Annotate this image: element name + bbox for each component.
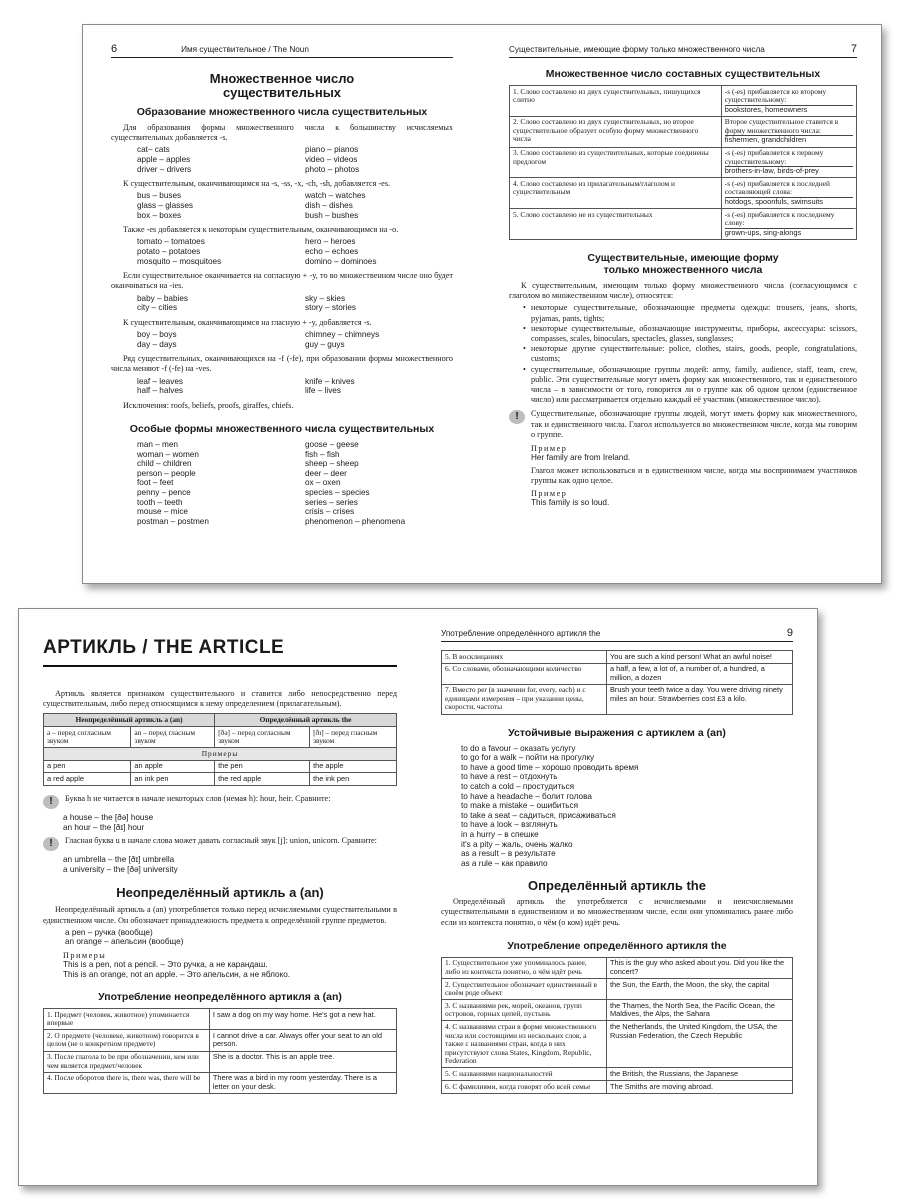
table-cell-example: You are such a kind person! What an awful noise! [606, 651, 792, 664]
example-item: story – stories [305, 303, 356, 313]
example-item: woman – women [137, 449, 199, 459]
example-item: driver – drivers [137, 164, 192, 174]
example-item: an orange – апельсин (вообще) [65, 937, 184, 947]
table-cell-note: -s (-es) прибавляется к последнему слову: [725, 211, 853, 229]
table-row [442, 651, 793, 664]
phrase-item: to have a good time – хорошо проводить время [461, 762, 639, 772]
table-cell-example: a half, a few, a lot of, a number of, a hundred, a million, a dozen [606, 663, 792, 684]
phrase-list [441, 744, 793, 869]
table-cell-example [721, 178, 856, 209]
example-item: series – series [305, 497, 358, 507]
example-grid [111, 294, 453, 313]
phrase-item: as a result – в результате [461, 849, 556, 859]
table-cell-example: The Smiths are moving abroad. [606, 1081, 792, 1094]
table-cell: a – перед согласным звуком [44, 727, 131, 748]
example-item: cat– cats [137, 145, 170, 155]
page-number: 6 [111, 43, 118, 55]
table-cell-words: brothers-in-law, birds-of-prey [724, 166, 819, 176]
table-cell-rule: 6. Со словами, обозначающими количество [442, 663, 607, 684]
example-item: half – halves [137, 386, 183, 396]
table-cell-example [721, 86, 856, 117]
running-header [509, 43, 857, 58]
paragraph: Для образования формы множественного числа к большинству исчисляемых существительных добавляется -s. [111, 123, 453, 143]
compound-plural-table [509, 85, 857, 240]
example-list [43, 960, 397, 979]
page-8 [19, 609, 411, 1185]
book-spread-noun [82, 24, 882, 584]
example-grid [111, 145, 453, 174]
exclamation-icon: ! [43, 795, 59, 809]
table-row [510, 86, 857, 117]
table-cell-words: bookstores, homeowners [724, 104, 808, 114]
note-text: Существительные, обозначающие группы людей, могут иметь форму как множественного, так и единственного числа. Глагол используется во множественном числе, когда мы говорим о группе. [531, 409, 857, 439]
phrase-item: it's a pity – жаль, очень жалко [461, 839, 573, 849]
table-cell-rule: 5. В восклицаниях [442, 651, 607, 664]
table-cell-rule: 3. С названиями рек, морей, океанов, групп островов, горных цепей, пустынь [442, 1000, 607, 1021]
example-item: foot – feet [137, 478, 174, 488]
example-grid [111, 191, 453, 220]
example-label: Примеры [63, 950, 107, 960]
table-row [442, 1000, 793, 1021]
table-cell-example: I cannot drive a car. Always offer your seat to an old person. [209, 1030, 396, 1051]
table-row [442, 957, 793, 978]
example-item: a house – the [ðə] house [63, 812, 154, 822]
table-cell-example: This is the guy who asked about you. Did you like the concert? [606, 957, 792, 978]
subsection-title [509, 252, 857, 276]
running-title: Имя существительное / The Noun [181, 45, 309, 54]
phrase-item: to catch a cold – простудиться [461, 781, 575, 791]
table-cell-rule: 5. С названиями национальностей [442, 1068, 607, 1081]
book-spread-article [18, 608, 818, 1186]
table-cell-rule: 4. Слово составлено из прилагательным/глаголом и существительным [510, 178, 722, 209]
example-item: sheep – sheep [305, 459, 359, 469]
table-cell-rule: 1. Существительное уже упоминалось ранее, либо из контекста понятно, о чём идёт речь [442, 957, 607, 978]
paragraph: К существительным, имеющим только форму множественного числа (согласующимся с глаголом во множественном числе), относятся: [509, 280, 857, 301]
example-item: tooth – teeth [137, 497, 183, 507]
table-header: Неопределённый артикль a (an) [44, 714, 215, 727]
table-cell: the ink pen [310, 773, 397, 786]
note-block [43, 836, 397, 851]
example-item: bush – bushes [305, 210, 359, 220]
bullet-item: • некоторые другие существительные: police, clothes, stairs, goods, people, congratulations, customs; [523, 344, 857, 364]
table-cell-example: the Thames, the North Sea, the Pacific Ocean, the Maldives, the Alps, the Sahara [606, 1000, 792, 1021]
table-row [44, 727, 397, 748]
table-row [510, 116, 857, 147]
table-cell-example: I saw a dog on my way home. He's got a new hat. [209, 1009, 396, 1030]
table-cell: an ink pen [131, 773, 215, 786]
table-cell-words: grown-ups, sing-alongs [724, 227, 802, 237]
example-item: chimney – chimneys [305, 329, 380, 339]
section-title-line2: существительных [222, 85, 342, 100]
example-item: mouse – mice [137, 507, 188, 517]
table-cell-note: -s (-es) прибавляется к первому существительному: [725, 149, 853, 167]
table-row [44, 760, 397, 773]
subsection-title: Множественное число составных существительных [545, 68, 821, 80]
running-header [111, 43, 453, 58]
indefinite-article-usage-table [43, 1008, 397, 1094]
table-row [44, 773, 397, 786]
table-row [44, 1009, 397, 1030]
bullet-list [509, 303, 857, 405]
table-cell-rule: 3. После глагола to be при обозначении, кем или чем является предмет/человек [44, 1051, 210, 1072]
phrase-item: to do a favour – оказать услугу [461, 743, 576, 753]
table-cell-rule: 4. С названиями стран в форме множественного числа или состоящими из нескольких слов, а также с названиями стран, когда в них присутствуют слова States, Kingdom, Republic, Federation [442, 1021, 607, 1068]
section-title-line1: Множественное число [209, 71, 355, 86]
page-9 [425, 609, 818, 1185]
phrase-item: as a rule – как правило [461, 858, 548, 868]
table-cell: a pen [44, 760, 131, 773]
example-item: leaf – leaves [137, 376, 183, 386]
table-cell-note: -s (-es) прибавляется ко второму существительному: [725, 88, 853, 106]
example-item: deer – deer [305, 468, 347, 478]
note-block [509, 409, 857, 440]
example-item: person – people [137, 468, 196, 478]
phrase-item: to go for a walk – пойти на прогулку [461, 753, 595, 763]
example-item: a university – the [ðə] university [63, 864, 178, 874]
table-cell: the pen [215, 760, 310, 773]
chapter-title: АРТИКЛЬ / THE ARTICLE [43, 637, 397, 667]
example-item: potato – potatoes [137, 246, 201, 256]
phrase-item: to have a headache – болит голова [461, 791, 592, 801]
exclamation-icon: ! [509, 410, 525, 424]
example-item: hero – heroes [305, 237, 356, 247]
paragraph: Также -es добавляется к некоторым существительным, оканчивающимся на -o. [123, 225, 399, 235]
table-cell-example: the British, the Russians, the Japanese [606, 1068, 792, 1081]
paragraph: Неопределённый артикль a (an) употребляется только перед исчисляемыми существительными в единственном числе. Он обозначает принадлежность предмета к определённой группе предметов. [43, 905, 397, 925]
bullet-item: • некоторые существительные, обозначающие инструменты, приборы, аксессуары: scissors, compasses, scales, binoculars, spectacles, glasses, sunglasses; [523, 324, 857, 344]
table-cell-note: -s (-es) прибавляется к последней составляющей слова: [725, 180, 853, 198]
table-row [510, 147, 857, 178]
table-cell-rule: 2. Слово составлено из двух существительных, но второе существительное образует особую форму множественного числа [510, 116, 722, 147]
subsection-title-line2: только множественного числа [603, 263, 763, 276]
table-cell: [ðɪ] – перед гласным звуком [310, 727, 397, 748]
paragraph: Ряд существительных, оканчивающихся на -f (-fe), при образовании формы множественного числа меняют -f (-fe) на -ves. [111, 354, 453, 374]
table-cell-example: She is a doctor. This is an apple tree. [209, 1051, 396, 1072]
example-item: mosquito – mosquitoes [137, 256, 222, 266]
example-item: guy – guys [305, 339, 345, 349]
note-text: Гласная буква u в начале слова может давать согласный звук [j]: union, unicorn. Сравните: [65, 836, 377, 846]
phrase-item: to take a seat – садиться, присаживаться [461, 810, 616, 820]
example-item: watch – watches [305, 191, 366, 201]
example-item: life – lives [305, 386, 341, 396]
table-row [510, 178, 857, 209]
example-item: man – men [137, 439, 178, 449]
exclamation-icon: ! [43, 837, 59, 851]
table-row [442, 1021, 793, 1068]
section-title: Определённый артикль the [528, 878, 706, 894]
example-grid [111, 237, 453, 266]
example-label: Пример [531, 443, 568, 453]
subsection-title-line1: Существительные, имеющие форму [587, 251, 779, 264]
paragraph: К существительным, оканчивающимся на -s, -ss, -x, -ch, -sh, добавляется -es. [123, 179, 391, 189]
table-cell-rule: 5. Слово составлено не из существительных [510, 209, 722, 240]
table-cell-example [721, 116, 856, 147]
table-row [44, 1051, 397, 1072]
example-item: an hour – the [ðɪ] hour [63, 822, 145, 832]
paragraph: Если существительное оканчивается на согласную + -y, то во множественном числе оно будет оканчиваться на -ies. [111, 271, 453, 291]
table-cell-rule: 4. После оборотов there is, there was, there will be [44, 1072, 210, 1093]
table-row [44, 1072, 397, 1093]
example-item: piano – pianos [305, 145, 359, 155]
table-cell-example [721, 209, 856, 240]
table-cell-rule: 2. Существительное обозначает единственный в своём роде объект [442, 979, 607, 1000]
note-block [43, 794, 397, 809]
example-item: phenomenon – phenomena [305, 516, 406, 526]
bullet-item: • некоторые существительные, обозначающие предметы одежды: trousers, jeans, shorts, pyjamas, pants, tights; [523, 303, 857, 323]
paragraph: Глагол может использоваться и в единственном числе, когда мы воспринимаем участников группы как одно целое. [531, 465, 857, 485]
example-item: baby – babies [137, 293, 188, 303]
article-overview-table [43, 713, 397, 786]
table-cell-note: Второе существительное ставится в форму множественного числа: [725, 118, 853, 136]
example-item: goose – geese [305, 439, 359, 449]
table-cell-words: fishermen, grandchildren [724, 135, 807, 145]
example-sentence: Her family are from Ireland. [531, 452, 631, 462]
table-cell-rule: 1. Слово составлено из двух существительных, пишущихся слитно [510, 86, 722, 117]
table-cell-example: the Sun, the Earth, the Moon, the sky, the capital [606, 979, 792, 1000]
table-cell: [ðə] – перед согласным звуком [215, 727, 310, 748]
phrase-item: to have a look – взглянуть [461, 820, 558, 830]
table-row [442, 684, 793, 714]
example-sentence: This family is so loud. [531, 498, 610, 508]
subsection-title: Устойчивые выражения с артиклем a (an) [508, 726, 726, 739]
definite-article-usage-table [441, 957, 793, 1094]
example-item: crisis – crises [305, 507, 355, 517]
example-grid [111, 330, 453, 349]
table-cell-rule: 1. Предмет (человек, животное) упоминается впервые [44, 1009, 210, 1030]
table-row [442, 663, 793, 684]
exceptions-note: Исключения: roofs, beliefs, proofs, giraffes, chiefs. [123, 400, 294, 410]
table-cell-example: Brush your teeth twice a day. You were driving ninety miles an hour. Strawberries cost £3 a kilo. [606, 684, 792, 714]
subsection-title: Употребление определённого артикля the [507, 939, 727, 952]
running-title: Употребление определённого артикля the [441, 629, 601, 638]
phrase-item: in a hurry – в спешке [461, 829, 539, 839]
example-item: ox – oxen [305, 478, 341, 488]
running-header [441, 627, 793, 642]
table-cell-rule: 2. О предмете (человеке, животном) говорится в целом (не о конкретном предмете) [44, 1030, 210, 1051]
running-title: Существительные, имеющие форму только множественного числа [509, 45, 765, 54]
bullet-item: • существительные, обозначающие группы людей: army, family, audience, staff, team, crew, public. Эти существительные могут иметь форму как множественного, так и единственного числа – в зависимости от того, говорится ли о группе как об одном целом (единственное число) или рассматривается отдельно каждый её участник (множественное число). [523, 365, 857, 406]
page-number: 7 [850, 43, 857, 55]
page-6 [83, 25, 463, 583]
table-cell-rule: 6. С фамилиями, когда говорят обо всей семье [442, 1081, 607, 1094]
example-item: boy – boys [137, 329, 177, 339]
example-item: glass – glasses [137, 200, 193, 210]
example-item: This is a pen, not a pencil. – Это ручка, а не карандаш. [63, 959, 268, 969]
example-item: fish – fish [305, 449, 340, 459]
example-item: dish – dishes [305, 200, 353, 210]
example-list [43, 855, 397, 874]
page-number: 9 [786, 627, 793, 639]
paragraph: Определённый артикль the употребляется с исчисляемыми и неисчисляемыми существительными в единственном и во множественном числе, если они упоминались ранее либо если из контекста понятно, о чём (о ком) идёт речь. [441, 897, 793, 927]
table-cell-words: hotdogs, spoonfuls, swimsuits [724, 197, 823, 207]
example-item: bus – buses [137, 191, 182, 201]
example-item: city – cities [137, 303, 178, 313]
table-cell-rule: 7. Вместо per (в значении for, every, each) и с единицами измерения – при указании цены, скорости, частоты [442, 684, 607, 714]
example-list [43, 928, 397, 947]
table-cell-example [721, 147, 856, 178]
example-item: a pen – ручка (вообще) [65, 927, 153, 937]
table-cell: an apple [131, 760, 215, 773]
phrase-item: to have a rest – отдохнуть [461, 772, 558, 782]
table-header: Примеры [44, 748, 397, 761]
table-row [442, 1068, 793, 1081]
example-item: species – species [305, 487, 370, 497]
section-title [111, 72, 453, 100]
example-item: echo – echoes [305, 246, 359, 256]
table-row [442, 1081, 793, 1094]
subsection-title: Употребление неопределённого артикля a (an) [98, 991, 342, 1004]
phrase-item: to make a mistake – ошибиться [461, 801, 579, 811]
example-item: This is an orange, not an apple. – Это апельсин, а не яблоко. [63, 969, 291, 979]
table-cell: the red apple [215, 773, 310, 786]
table-cell-example: There was a bird in my room yesterday. There is a letter on your desk. [209, 1072, 396, 1093]
example-item: domino – dominoes [305, 256, 377, 266]
note-text: Буква h не читается в начале некоторых слов (немая h): hour, heir. Сравните: [65, 793, 331, 803]
example-item: an umbrella – the [ðɪ] umbrella [63, 855, 175, 865]
example-item: postman – postmen [137, 516, 209, 526]
example-grid [111, 377, 453, 396]
table-cell: the apple [310, 760, 397, 773]
paragraph: К существительным, оканчивающимся на гласную + -y, добавляется -s. [123, 317, 372, 327]
table-row [442, 979, 793, 1000]
example-list [43, 813, 397, 832]
example-item: knife – knives [305, 376, 355, 386]
table-row [44, 1030, 397, 1051]
table-cell-rule: 3. Слово составлено из существительных, которые соединены предлогом [510, 147, 722, 178]
table-cell-example: the Netherlands, the United Kingdom, the USA, the Russian Federation, the Czech Republic [606, 1021, 792, 1068]
page-7 [503, 25, 882, 583]
table-header: Определённый артикль the [215, 714, 397, 727]
subsection-title: Особые формы множественного числа существительных [129, 422, 435, 435]
table-row [510, 209, 857, 240]
example-item: video – videos [305, 155, 358, 164]
example-item: box – boxes [137, 210, 182, 220]
paragraph: Артикль является признаком существительного и ставится либо непосредственно перед существительным, либо перед относящимся к нему определением (прилагательным). [43, 689, 397, 709]
example-item: day – days [137, 339, 177, 349]
example-item: photo – photos [305, 164, 360, 174]
indefinite-article-usage-table-cont [441, 650, 793, 715]
example-label: Пример [531, 489, 568, 499]
example-item: penny – pence [137, 487, 191, 497]
example-grid [111, 440, 453, 526]
example-item: tomato – tomatoes [137, 237, 205, 247]
section-title: Неопределённый артикль a (an) [116, 885, 324, 901]
example-item: child – children [137, 459, 192, 469]
table-cell: a red apple [44, 773, 131, 786]
subsection-title: Образование множественного числа существительных [136, 106, 428, 118]
example-item: sky – skies [305, 293, 346, 303]
example-item: apple – apples [137, 155, 191, 164]
table-cell: an – перед гласным звуком [131, 727, 215, 748]
